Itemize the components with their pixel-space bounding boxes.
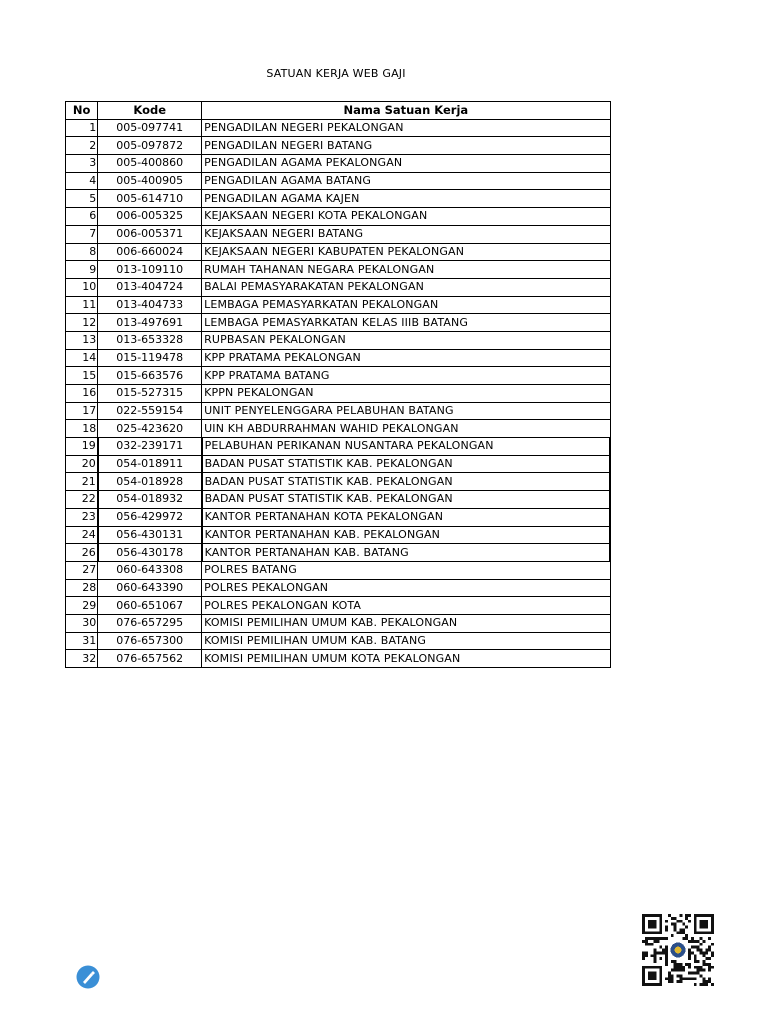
table-row xyxy=(66,225,611,243)
row-nama: KPP PRATAMA BATANG xyxy=(202,367,610,385)
row-nama: PENGADILAN AGAMA BATANG xyxy=(202,172,610,190)
table-row xyxy=(66,597,611,615)
row-kode: 060-651067 xyxy=(98,597,202,615)
row-kode: 056-430178 xyxy=(98,544,202,562)
table-row xyxy=(66,314,611,332)
row-nama: KANTOR PERTANAHAN KOTA PEKALONGAN xyxy=(202,508,610,526)
row-kode: 015-119478 xyxy=(98,349,202,367)
table-row xyxy=(66,438,611,456)
row-nama: KEJAKSAAN NEGERI BATANG xyxy=(202,225,610,243)
row-nama: POLRES PEKALONGAN xyxy=(202,579,610,597)
table-row xyxy=(66,650,611,668)
satker-table xyxy=(65,101,611,668)
table-row xyxy=(66,155,611,173)
row-kode: 013-109110 xyxy=(98,261,202,279)
row-no: 2 xyxy=(66,137,98,155)
row-no: 12 xyxy=(66,314,98,332)
row-no: 29 xyxy=(66,597,98,615)
row-kode: 032-239171 xyxy=(98,438,202,456)
row-nama: KOMISI PEMILIHAN UMUM KOTA PEKALONGAN xyxy=(202,650,610,668)
table-row xyxy=(66,579,611,597)
row-nama: BADAN PUSAT STATISTIK KAB. PEKALONGAN xyxy=(202,473,610,491)
row-kode: 006-660024 xyxy=(98,243,202,261)
row-no: 16 xyxy=(66,385,98,403)
row-nama: POLRES BATANG xyxy=(202,561,610,579)
table-row xyxy=(66,614,611,632)
row-kode: 076-657562 xyxy=(98,650,202,668)
row-kode: 054-018932 xyxy=(98,491,202,509)
row-kode: 056-430131 xyxy=(98,526,202,544)
row-kode: 013-653328 xyxy=(98,331,202,349)
pen-logo-icon xyxy=(76,965,100,989)
row-no: 9 xyxy=(66,261,98,279)
table-row xyxy=(66,402,611,420)
table-header-row xyxy=(66,102,611,120)
row-nama: RUMAH TAHANAN NEGARA PEKALONGAN xyxy=(202,261,610,279)
row-nama: KEJAKSAAN NEGERI KABUPATEN PEKALONGAN xyxy=(202,243,610,261)
row-no: 32 xyxy=(66,650,98,668)
header-no: No xyxy=(66,102,98,120)
row-kode: 006-005325 xyxy=(98,208,202,226)
row-nama: PENGADILAN AGAMA PEKALONGAN xyxy=(202,155,610,173)
row-kode: 015-663576 xyxy=(98,367,202,385)
row-kode: 005-400905 xyxy=(98,172,202,190)
row-no: 5 xyxy=(66,190,98,208)
row-kode: 015-527315 xyxy=(98,385,202,403)
table-row xyxy=(66,367,611,385)
table-row xyxy=(66,491,611,509)
row-no: 23 xyxy=(66,508,98,526)
row-nama: POLRES PEKALONGAN KOTA xyxy=(202,597,610,615)
row-nama: KANTOR PERTANAHAN KAB. BATANG xyxy=(202,544,610,562)
row-nama: BALAI PEMASYARAKATAN PEKALONGAN xyxy=(202,278,610,296)
row-kode: 013-404733 xyxy=(98,296,202,314)
row-nama: KOMISI PEMILIHAN UMUM KAB. PEKALONGAN xyxy=(202,614,610,632)
row-kode: 060-643390 xyxy=(98,579,202,597)
table-row xyxy=(66,420,611,438)
row-nama: PELABUHAN PERIKANAN NUSANTARA PEKALONGAN xyxy=(202,438,610,456)
row-nama: PENGADILAN AGAMA KAJEN xyxy=(202,190,610,208)
row-kode: 060-643308 xyxy=(98,561,202,579)
row-kode: 013-404724 xyxy=(98,278,202,296)
table-row xyxy=(66,278,611,296)
table-row xyxy=(66,296,611,314)
table-row xyxy=(66,561,611,579)
row-nama: LEMBAGA PEMASYARKATAN KELAS IIIB BATANG xyxy=(202,314,610,332)
row-no: 22 xyxy=(66,491,98,509)
row-no: 7 xyxy=(66,225,98,243)
table-row xyxy=(66,190,611,208)
table-row xyxy=(66,526,611,544)
table-row xyxy=(66,172,611,190)
row-no: 17 xyxy=(66,402,98,420)
row-nama: UIN KH ABDURRAHMAN WAHID PEKALONGAN xyxy=(202,420,610,438)
row-no: 15 xyxy=(66,367,98,385)
row-nama: KPPN PEKALONGAN xyxy=(202,385,610,403)
row-nama: UNIT PENYELENGGARA PELABUHAN BATANG xyxy=(202,402,610,420)
row-kode: 005-097741 xyxy=(98,119,202,137)
row-kode: 056-429972 xyxy=(98,508,202,526)
row-kode: 006-005371 xyxy=(98,225,202,243)
row-nama: BADAN PUSAT STATISTIK KAB. PEKALONGAN xyxy=(202,455,610,473)
row-no: 19 xyxy=(66,438,98,456)
row-no: 26 xyxy=(66,544,98,562)
table-row xyxy=(66,544,611,562)
row-nama: KEJAKSAAN NEGERI KOTA PEKALONGAN xyxy=(202,208,610,226)
row-no: 14 xyxy=(66,349,98,367)
row-no: 24 xyxy=(66,526,98,544)
table-row xyxy=(66,119,611,137)
row-no: 30 xyxy=(66,614,98,632)
row-no: 8 xyxy=(66,243,98,261)
row-no: 28 xyxy=(66,579,98,597)
row-kode: 076-657295 xyxy=(98,614,202,632)
row-kode: 013-497691 xyxy=(98,314,202,332)
document-title: SATUAN KERJA WEB GAJI xyxy=(266,67,406,80)
header-nama: Nama Satuan Kerja xyxy=(202,102,610,120)
row-no: 21 xyxy=(66,473,98,491)
row-kode: 054-018928 xyxy=(98,473,202,491)
row-nama: KANTOR PERTANAHAN KAB. PEKALONGAN xyxy=(202,526,610,544)
table-row xyxy=(66,261,611,279)
table-row xyxy=(66,243,611,261)
row-no: 20 xyxy=(66,455,98,473)
row-no: 31 xyxy=(66,632,98,650)
table-row xyxy=(66,208,611,226)
table-row xyxy=(66,473,611,491)
row-kode: 054-018911 xyxy=(98,455,202,473)
row-kode: 076-657300 xyxy=(98,632,202,650)
table-row xyxy=(66,331,611,349)
row-kode: 022-559154 xyxy=(98,402,202,420)
row-kode: 005-400860 xyxy=(98,155,202,173)
row-nama: PENGADILAN NEGERI BATANG xyxy=(202,137,610,155)
row-no: 11 xyxy=(66,296,98,314)
qr-code-icon xyxy=(642,914,714,986)
row-nama: KOMISI PEMILIHAN UMUM KAB. BATANG xyxy=(202,632,610,650)
table-row xyxy=(66,508,611,526)
row-nama: LEMBAGA PEMASYARKATAN PEKALONGAN xyxy=(202,296,610,314)
table-row xyxy=(66,137,611,155)
row-no: 6 xyxy=(66,208,98,226)
table-row xyxy=(66,349,611,367)
row-nama: KPP PRATAMA PEKALONGAN xyxy=(202,349,610,367)
row-no: 18 xyxy=(66,420,98,438)
row-kode: 025-423620 xyxy=(98,420,202,438)
table-row xyxy=(66,455,611,473)
row-no: 4 xyxy=(66,172,98,190)
table-row xyxy=(66,385,611,403)
row-nama: RUPBASAN PEKALONGAN xyxy=(202,331,610,349)
header-kode: Kode xyxy=(98,102,202,120)
table-row xyxy=(66,632,611,650)
row-kode: 005-614710 xyxy=(98,190,202,208)
row-no: 13 xyxy=(66,331,98,349)
row-nama: BADAN PUSAT STATISTIK KAB. PEKALONGAN xyxy=(202,491,610,509)
table-body xyxy=(66,119,611,667)
row-no: 3 xyxy=(66,155,98,173)
row-kode: 005-097872 xyxy=(98,137,202,155)
row-no: 10 xyxy=(66,278,98,296)
row-no: 27 xyxy=(66,561,98,579)
row-no: 1 xyxy=(66,119,98,137)
row-nama: PENGADILAN NEGERI PEKALONGAN xyxy=(202,119,610,137)
